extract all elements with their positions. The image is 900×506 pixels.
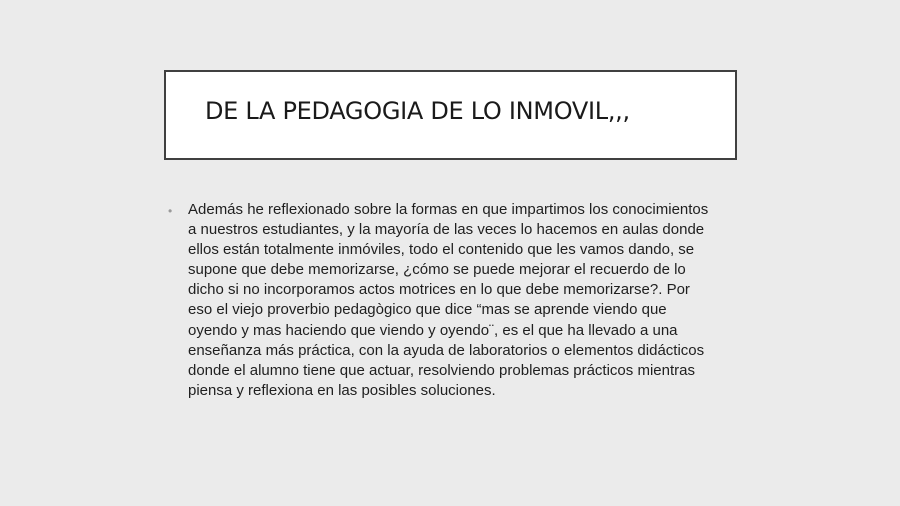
body-line: enseñanza más práctica, con la ayuda de laboratorios o elementos didácticos bbox=[188, 341, 705, 359]
body-line: a nuestros estudiantes, y la mayoría de las veces lo hacemos en aulas donde bbox=[188, 221, 705, 239]
body-line: donde el alumno tiene que actuar, resolviendo problemas prácticos mientras bbox=[188, 361, 695, 379]
body-line: piensa y reflexiona en las posibles soluciones. bbox=[188, 381, 496, 399]
bullet-point-icon: • bbox=[168, 204, 173, 218]
body-line: supone que debe memorizarse, ¿cómo se puede mejorar el recuerdo de lo bbox=[188, 261, 686, 279]
title-box bbox=[164, 70, 737, 160]
body-line: dicho si no incorporamos actos motrices en lo que debe memorizarse?. Por bbox=[188, 281, 690, 299]
body-line: eso el viejo proverbio pedagògico que dice “mas se aprende viendo que bbox=[188, 301, 667, 319]
body-line: ellos están totalmente inmóviles, todo el contenido que les vamos dando, se bbox=[188, 241, 695, 259]
bullet-paragraph bbox=[188, 200, 733, 401]
body-line: oyendo y mas haciendo que viendo y oyendo¨, es el que ha llevado a una bbox=[188, 321, 678, 339]
body-line: Además he reflexionado sobre la formas en que impartimos los conocimientos bbox=[188, 201, 709, 218]
bullet-list bbox=[168, 200, 738, 401]
slide-title: DE LA PEDAGOGIA DE LO INMOVIL,,, bbox=[205, 97, 630, 125]
